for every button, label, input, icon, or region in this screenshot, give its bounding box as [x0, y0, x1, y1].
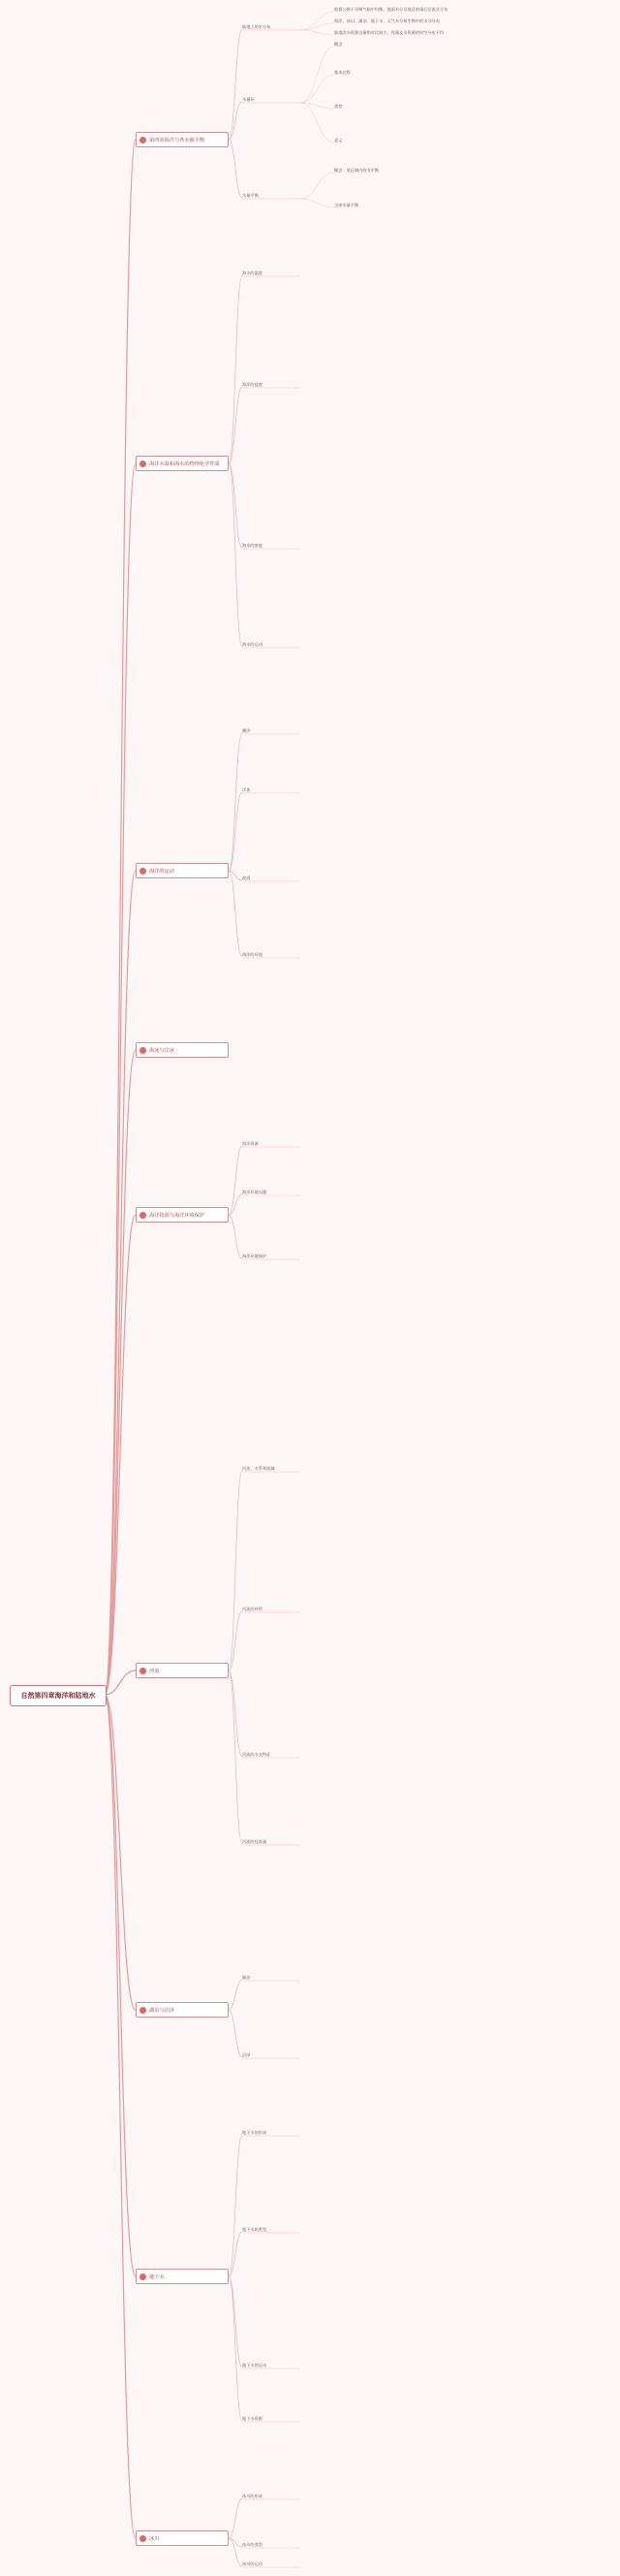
connector-line — [229, 1670, 242, 1844]
section-node[interactable] — [136, 2269, 229, 2284]
connector-line — [229, 275, 242, 463]
section-node[interactable] — [136, 1042, 229, 1058]
leaf-label[interactable]: 基本过程 — [334, 70, 351, 75]
connector-line — [229, 871, 242, 957]
heart-icon — [140, 868, 146, 875]
connector-line — [300, 23, 334, 30]
branch-label[interactable]: 水循环 — [242, 97, 255, 102]
section-label: 海洋资源与海洋环境保护 — [149, 1212, 205, 1219]
connector-line — [229, 2498, 242, 2538]
connector-line — [229, 1670, 242, 1757]
leaf-label[interactable]: 根据公路干旱期气候中均衡，地面水分及地区的雨后径流式分布 — [334, 7, 449, 12]
section-node[interactable] — [136, 1207, 229, 1223]
connector-line — [105, 1695, 136, 2276]
branch-label[interactable]: 海洋的环流 — [242, 952, 263, 957]
connector-line — [300, 30, 334, 35]
connector-line — [300, 199, 334, 207]
connector-line — [300, 75, 334, 103]
branch-label[interactable]: 陆地上的水分布 — [242, 24, 271, 29]
connector-line — [105, 1695, 136, 2538]
branch-label[interactable]: 海洋的盐度 — [242, 382, 263, 387]
heart-icon — [140, 1212, 146, 1219]
branch-label[interactable]: 地下水的运动 — [242, 2363, 267, 2368]
branch-label[interactable]: 洋流 — [242, 787, 251, 792]
connector-line — [105, 463, 136, 1695]
branch-label[interactable]: 湖泊 — [242, 1975, 251, 1980]
branch-label[interactable]: 海水的密度 — [242, 543, 263, 548]
connector-line — [229, 2276, 242, 2421]
connector-line — [300, 103, 334, 109]
section-label: 海冰与岸冰 — [149, 1047, 174, 1054]
section-label: 湖泊与沼泽 — [149, 2007, 174, 2014]
section-label: 河流 — [149, 1668, 160, 1674]
branch-label[interactable]: 河流的水文特征 — [242, 1752, 271, 1757]
leaf-label[interactable]: 海洋、冰川、湖泊、地下水、大气水分和生物中的水分分布 — [334, 18, 440, 23]
branch-label[interactable]: 冰川的运动 — [242, 2561, 263, 2566]
branch-label[interactable]: 河流、水系和流域 — [242, 1466, 275, 1471]
branch-label[interactable]: 地下水资源 — [242, 2416, 263, 2421]
root-topic[interactable]: 自然第四章海洋和陆地水 — [10, 1685, 107, 1706]
branch-label[interactable]: 海洋资源 — [242, 1141, 259, 1146]
branch-label[interactable]: 海洋环境保护 — [242, 1254, 267, 1258]
connector-line — [229, 387, 242, 463]
branch-label[interactable]: 冰川的类型 — [242, 2542, 263, 2547]
branch-label[interactable]: 水量平衡 — [242, 193, 259, 198]
heart-icon — [140, 2007, 146, 2014]
connector-line — [105, 871, 136, 1695]
branch-label[interactable]: 海洋环境问题 — [242, 1190, 267, 1194]
leaf-label[interactable]: 概念 — [334, 42, 343, 47]
branch-label[interactable]: 地下水的形成 — [242, 2130, 267, 2135]
connector-line — [300, 173, 334, 199]
section-label: 海洋的运动 — [149, 868, 174, 875]
connector-line — [300, 103, 334, 143]
branch-label[interactable]: 地下水的类型 — [242, 2227, 267, 2232]
branch-label[interactable]: 海水的运动 — [242, 642, 263, 647]
section-label: 地下水 — [149, 2274, 165, 2280]
connector-line — [229, 1980, 242, 2010]
section-node[interactable] — [136, 456, 229, 471]
branch-label[interactable]: 冰川的形成 — [242, 2494, 263, 2498]
connector-line — [229, 733, 242, 871]
leaf-label[interactable]: 陆地淡水资源含量相对比较少，有量及水资源的时空分布不均 — [334, 30, 445, 35]
heart-icon — [140, 1668, 146, 1674]
heart-icon — [140, 461, 146, 467]
branch-label[interactable]: 波浪 — [242, 875, 251, 880]
branch-label[interactable]: 河流的补给 — [242, 1606, 263, 1611]
connector-line — [105, 1695, 136, 2010]
section-node[interactable] — [136, 2002, 229, 2018]
branch-label[interactable]: 沼泽 — [242, 2052, 251, 2057]
leaf-label[interactable]: 意义 — [334, 138, 343, 143]
heart-icon — [140, 137, 146, 143]
section-label: 第四章海洋与各水圈平衡 — [149, 137, 205, 143]
branch-label[interactable]: 潮汐 — [242, 728, 251, 733]
leaf-label[interactable]: 概念：某区域内收支平衡 — [334, 168, 380, 173]
connector-line — [300, 12, 334, 30]
branch-label[interactable]: 海水的温度 — [242, 270, 263, 275]
leaf-label[interactable]: 全球水量平衡 — [334, 203, 359, 207]
connector-line — [229, 2010, 242, 2057]
section-node[interactable] — [136, 863, 229, 878]
connector-line — [229, 1215, 242, 1258]
heart-icon — [140, 2274, 146, 2280]
branch-label[interactable]: 河流的径流量 — [242, 1839, 267, 1844]
connector-line — [229, 463, 242, 647]
heart-icon — [140, 2535, 146, 2542]
section-node[interactable] — [136, 1663, 229, 1678]
section-node[interactable] — [136, 2530, 229, 2546]
connector-line — [229, 463, 242, 548]
connector-line — [229, 140, 242, 198]
connector-line — [105, 1050, 136, 1695]
heart-icon — [140, 1047, 146, 1054]
section-label: 冰川 — [149, 2535, 160, 2542]
section-label: 海洋水温和海水的物理化学性质 — [149, 461, 220, 467]
connector-line — [229, 29, 242, 140]
leaf-label[interactable]: 类型 — [334, 104, 343, 109]
connector-line — [300, 47, 334, 103]
section-node[interactable] — [136, 132, 229, 147]
